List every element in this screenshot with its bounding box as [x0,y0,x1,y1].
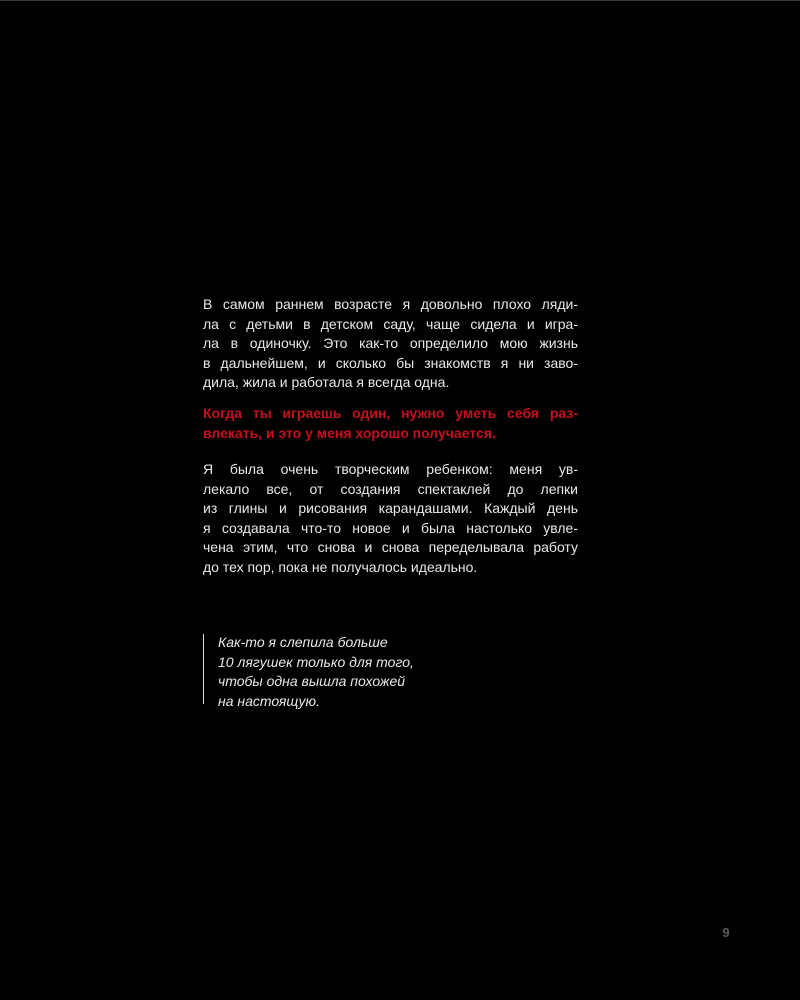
text-line: ла в одиночку. Это как-то определило мою жизнь [203,335,578,351]
text-line: я создавала что-то новое и была настолько увле- [203,519,578,536]
text-line: из глины и рисования карандашами. Каждый день [203,500,578,516]
paragraph-creativity [203,460,578,577]
text-line: В самом раннем возрасте я довольно плохо ляди- [203,296,578,312]
highlight-statement [203,404,578,443]
quote-line: чтобы одна вышла похожей [218,673,406,689]
quote-line: Как-то я слепила больше [218,634,388,650]
text-line: до тех пор, пока не получалось идеально. [203,558,478,575]
text-line: чена этим, что снова и снова переделывала работу [203,539,578,555]
text-line: Я была очень творческим ребенком: меня ув- [203,461,578,477]
quote-line: на настоящую. [218,692,320,709]
text-line: ла с детьми в детском саду, чаще сидела и игра- [203,315,578,332]
highlight-line: влекать, и это у меня хорошо получается. [203,424,496,441]
paragraph-childhood [203,295,578,393]
pull-quote [203,634,414,709]
top-border-line [0,0,800,1]
text-line: лекало все, от создания спектаклей до лепки [203,480,578,497]
text-line: в дальнейшем, и сколько бы знакомств я ни заво- [203,354,578,371]
quote-line: 10 лягушек только для того, [218,653,414,670]
page-number: 9 [722,925,730,940]
highlight-line: Когда ты играешь один, нужно уметь себя раз- [203,405,578,421]
text-line: дила, жила и работала я всегда одна. [203,374,450,390]
